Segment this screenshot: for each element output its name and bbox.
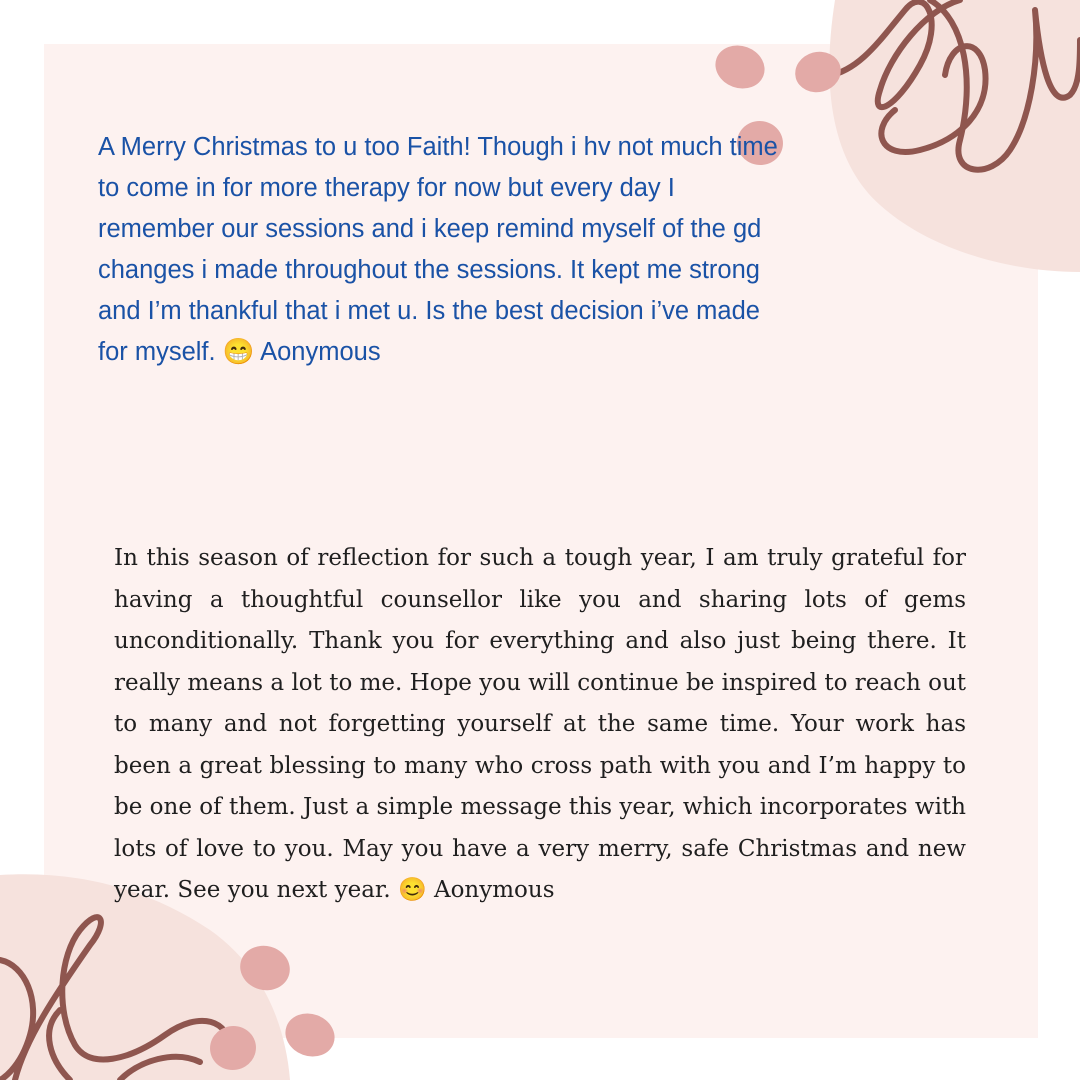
testimonial-text-2: In this season of reflection for such a tough year, I am truly grateful for having a thoughtful counsellor like you and sharing lots of gems unconditionally. Thank you for everything and also just being there. It really means a lot to me. Hope you will continue be inspired to reach out to many and not forgetting yourself at the same time. Your work has been a great blessing to many who cross path with you and I’m happy to be one of them. Just a simple message this year, which incorporates with lots of love to you. May you have a very merry, safe Christmas and new year. See you next year. 😊 Aonymous bbox=[114, 545, 966, 903]
petal bbox=[709, 39, 770, 96]
petal bbox=[279, 1007, 340, 1064]
testimonial-text-1: A Merry Christmas to u too Faith! Though i hv not much time to come in for more therapy for now but every day I remember our sessions and i keep remind myself of the gd changes i made throughout the sessions. It kept me strong and I’m thankful that i met u. Is the best decision i’ve made for myself. 😁 Aonymous bbox=[98, 133, 778, 366]
